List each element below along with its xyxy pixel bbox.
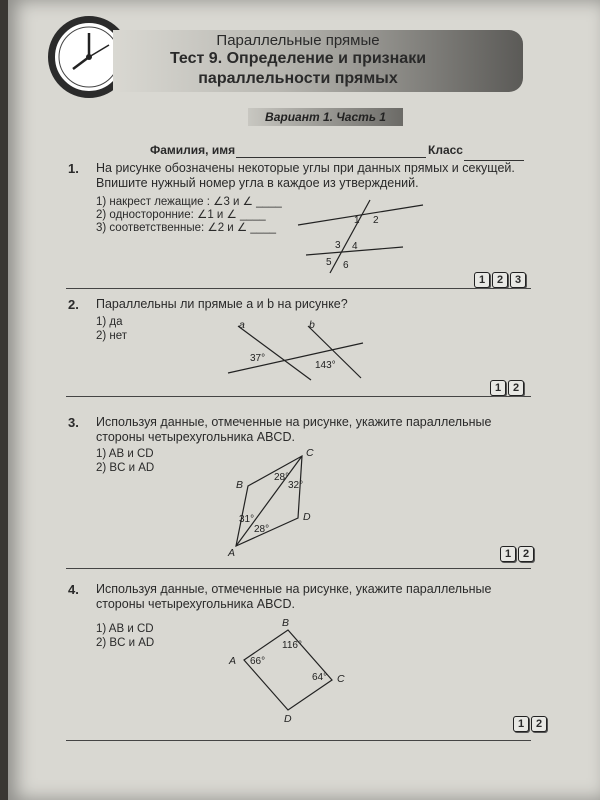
separator-1 (66, 288, 531, 289)
vertex-label-b: B (282, 617, 290, 629)
question-2-option-2[interactable]: 2) нет (96, 330, 128, 342)
angle-label-37: 37° (250, 353, 266, 364)
angle-label-3: 3 (335, 240, 341, 251)
question-3-option-2[interactable]: 2) BC и AD (96, 462, 155, 474)
score-box: 3 (510, 272, 526, 288)
vertex-label-b: B (236, 479, 244, 491)
score-box: 1 (474, 272, 490, 288)
vertex-label-a: A (229, 655, 237, 667)
question-2-scores (490, 380, 524, 396)
angle-label-6: 6 (343, 260, 349, 271)
vertex-label-d: D (303, 511, 311, 523)
angle-label-28-bottom: 28° (254, 524, 270, 535)
angle-label-32: 32° (288, 480, 304, 491)
question-2-option-1[interactable]: 1) да (96, 316, 123, 328)
question-2-text: Параллельны ли прямые a и b на рисунке? (96, 297, 348, 311)
score-box: 2 (492, 272, 508, 288)
question-3-scores (500, 546, 534, 562)
score-box: 2 (518, 546, 534, 562)
angle-label-4: 4 (352, 241, 358, 252)
question-1-number: 1. (68, 161, 79, 176)
question-2-number: 2. (68, 297, 79, 312)
question-4-option-2[interactable]: 2) BC и AD (96, 637, 155, 649)
separator-3 (66, 568, 531, 569)
separator-4 (66, 740, 531, 741)
test-title-line2: параллельности прямых (198, 70, 398, 87)
angle-label-1: 1 (354, 215, 360, 226)
score-box: 2 (531, 716, 547, 732)
question-1-option-2[interactable]: 2) односторонние: ∠1 и ∠ ____ (96, 209, 266, 221)
angle-label-5: 5 (326, 257, 332, 268)
question-1-figure (288, 195, 438, 275)
question-4-option-1[interactable]: 1) AB и CD (96, 623, 154, 635)
vertex-label-c: C (306, 447, 314, 459)
angle-label-2: 2 (373, 215, 379, 226)
line-label-a: a (239, 319, 245, 331)
question-1-option-1[interactable]: 1) накрест лежащие : ∠3 и ∠ ____ (96, 196, 282, 208)
angle-label-64: 64° (312, 672, 328, 683)
variant-label: Вариант 1. Часть 1 (248, 108, 403, 126)
question-1-option-3[interactable]: 3) соответственные: ∠2 и ∠ ____ (96, 222, 276, 234)
test-title: Тест 9. Определение и признаки (169, 50, 427, 67)
question-4-figure (226, 617, 356, 725)
question-3-number: 3. (68, 415, 79, 430)
score-box: 1 (513, 716, 529, 732)
question-3-text: Используя данные, отмеченные на рисунке, укажите параллельные стороны четырехугольника ABCD. (96, 415, 492, 444)
line-label-b: b (309, 319, 315, 331)
score-box: 2 (508, 380, 524, 396)
question-4-number: 4. (68, 582, 79, 597)
subject-title: Параллельные прямые (216, 32, 380, 49)
question-4-text: Используя данные, отмеченные на рисунке, укажите параллельные стороны четырехугольника ABCD. (96, 582, 492, 611)
angle-label-143: 143° (315, 360, 336, 371)
vertex-label-d: D (284, 713, 292, 725)
vertex-label-c: C (337, 673, 345, 685)
angle-label-116: 116° (282, 640, 302, 651)
question-2-figure (223, 318, 373, 386)
angle-label-31: 31° (239, 514, 255, 525)
worksheet-page (8, 0, 600, 800)
class-label: Класс (428, 143, 463, 157)
score-box: 1 (490, 380, 506, 396)
vertex-label-a: A (228, 547, 236, 559)
question-3-figure (226, 446, 326, 558)
question-1-text: На рисунке обозначены некоторые углы при данных прямых и секущей. Впишите нужный номер угла в каждое из утверждений. (96, 161, 515, 190)
angle-label-28-top: 28° (274, 472, 290, 483)
surname-label: Фамилия, имя (150, 143, 236, 157)
question-3-option-1[interactable]: 1) AB и CD (96, 448, 154, 460)
angle-label-66: 66° (250, 656, 266, 667)
surname-field[interactable] (236, 157, 426, 158)
separator-2 (66, 396, 531, 397)
question-1-scores (474, 272, 526, 288)
question-4-scores (513, 716, 547, 732)
score-box: 1 (500, 546, 516, 562)
